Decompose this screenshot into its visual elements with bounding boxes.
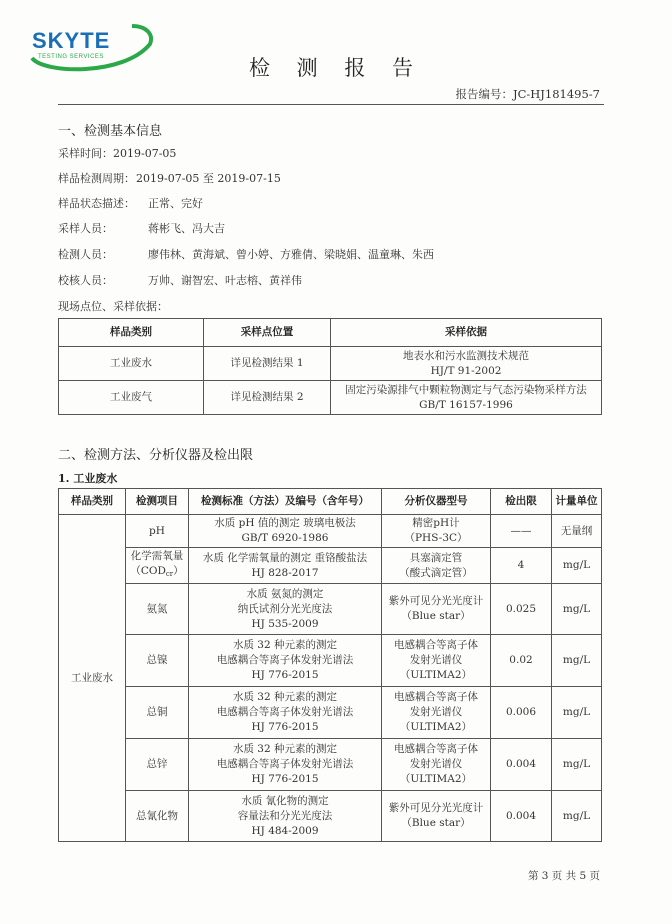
th-test-item: 检测项目: [126, 489, 189, 515]
test-item: 总锌: [126, 739, 189, 791]
cod-subscript: cr: [165, 570, 174, 578]
instrument-line: 发射光谱仪: [409, 654, 463, 666]
table-row: [59, 739, 602, 791]
table-row: [59, 381, 602, 415]
instrument-line: 紫外可见分光光度计: [388, 802, 484, 814]
sample-category-cell: 工业废水: [59, 515, 126, 842]
methods-table: [58, 488, 602, 842]
test-item-line: [128, 564, 186, 582]
standard-line: 水质 化学需氧量的测定 重铬酸盐法: [202, 551, 368, 564]
detection-limit: 0.006: [491, 687, 552, 739]
basis-line: GB/T 16157-1996: [419, 398, 513, 411]
section1-heading: 一、检测基本信息: [58, 124, 163, 139]
standard-cell: [189, 548, 382, 584]
standard-cell: [189, 739, 382, 791]
th-location: 采样点位置: [204, 319, 331, 347]
standard-line: 水质 氰化物的测定: [241, 794, 329, 807]
standard-cell: [189, 515, 382, 548]
standard-line: HJ 776-2015: [251, 669, 319, 681]
instrument-line: （ULTIMA2）: [399, 721, 473, 733]
instrument-line: （酸式滴定管）: [399, 566, 473, 579]
table-row: [59, 515, 602, 548]
methods-table-header: [59, 489, 602, 515]
th-unit: 计量单位: [552, 489, 602, 515]
cod-prefix: （COD: [130, 565, 166, 577]
instrument-cell: [382, 739, 491, 791]
standard-line: 容量法和分光光度法: [237, 809, 333, 822]
instrument-cell: [382, 635, 491, 687]
test-item: [126, 548, 189, 584]
standard-line: HJ 776-2015: [251, 773, 319, 785]
site-label: 现场点位、采样依据：: [58, 300, 168, 313]
samplers-value: 蒋彬飞、冯大吉: [148, 222, 225, 235]
testers-label: 检测人员：: [58, 248, 113, 261]
standard-line: GB/T 6920-1986: [241, 532, 329, 544]
test-item: 氨氮: [126, 584, 189, 635]
table-row: [59, 791, 602, 842]
section2-subheading: 1. 工业废水: [58, 472, 118, 485]
row-category: 工业废气: [59, 381, 204, 415]
basis-line: 地表水和污水监测技术规范: [403, 349, 529, 362]
standard-line: 电感耦合等离子体发射光谱法: [216, 654, 354, 666]
basis-line: 固定污染源排气中颗粒物测定与气态污染物采样方法: [345, 383, 587, 396]
instrument-line: 发射光谱仪: [409, 758, 463, 770]
testers-value: 廖伟林、黄海斌、曾小婷、方雅倩、梁晓娟、温童琳、朱西: [148, 248, 434, 261]
instrument-line: 发射光谱仪: [409, 706, 463, 718]
th-sample-category: 样品类别: [59, 489, 126, 515]
report-number: 报告编号：JC-HJ181495-7: [455, 87, 600, 101]
test-item: 总铜: [126, 687, 189, 739]
row-location: 详见检测结果 1: [204, 347, 331, 381]
row-category: 工业废水: [59, 347, 204, 381]
test-item: 总氰化物: [126, 791, 189, 842]
cod-suffix: ）: [173, 565, 184, 577]
standard-line: 纳氏试剂分光光度法: [237, 602, 333, 615]
unit: mg/L: [552, 584, 602, 635]
instrument-line: 电感耦合等离子体: [394, 639, 478, 651]
checkers-label: 校核人员：: [58, 274, 113, 287]
instrument-line: （ULTIMA2）: [399, 773, 473, 785]
samplers-label: 采样人员：: [58, 222, 113, 235]
detection-limit: ——: [491, 515, 552, 548]
test-period-value: 2019-07-05 至 2019-07-15: [136, 172, 281, 185]
standard-cell: [189, 687, 382, 739]
standard-line: HJ 776-2015: [251, 721, 319, 733]
instrument-line: （PHS-3C）: [404, 532, 468, 544]
report-title: 检 测 报 告: [248, 56, 424, 80]
detection-limit: 0.025: [491, 584, 552, 635]
th-standard: 检测标准（方法）及编号（含年号）: [189, 489, 382, 515]
unit: mg/L: [552, 687, 602, 739]
section2-heading: 二、检测方法、分析仪器及检出限: [58, 448, 254, 463]
detection-limit: 0.004: [491, 791, 552, 842]
row-basis: [331, 381, 602, 415]
state-value: 正常、完好: [148, 197, 203, 210]
table-row: [59, 584, 602, 635]
table-row: [59, 347, 602, 381]
instrument-line: 精密pH计: [412, 517, 460, 529]
instrument-line: 电感耦合等离子体: [394, 743, 478, 755]
unit: mg/L: [552, 635, 602, 687]
instrument-cell: [382, 584, 491, 635]
standard-line: 电感耦合等离子体发射光谱法: [216, 758, 354, 770]
standard-cell: [189, 584, 382, 635]
detection-limit: 0.004: [491, 739, 552, 791]
standard-cell: [189, 635, 382, 687]
th-instrument: 分析仪器型号: [382, 489, 491, 515]
sampling-time: 采样时间：2019-07-05: [58, 147, 177, 160]
unit: 无量纲: [552, 515, 602, 548]
instrument-line: （Blue star）: [401, 610, 471, 622]
detection-limit: 0.02: [491, 635, 552, 687]
unit: mg/L: [552, 791, 602, 842]
instrument-line: 紫外可见分光光度计: [388, 595, 484, 607]
table-row: [59, 548, 602, 584]
standard-line: 水质 氨氮的测定: [246, 587, 324, 600]
standard-cell: [189, 791, 382, 842]
standard-line: HJ 535-2009: [251, 617, 319, 630]
instrument-line: 具塞滴定管: [409, 551, 463, 564]
sampling-table: [58, 318, 602, 415]
standard-line: 水质 32 种元素的测定: [232, 691, 338, 703]
standard-line: 水质 32 种元素的测定: [232, 743, 338, 755]
instrument-cell: [382, 548, 491, 584]
test-item: 总镍: [126, 635, 189, 687]
table-row: [59, 687, 602, 739]
page-footer: 第 3 页 共 5 页: [527, 870, 600, 882]
test-item: pH: [126, 515, 189, 548]
unit: mg/L: [552, 739, 602, 791]
test-item-line: 化学需氧量: [130, 550, 184, 562]
row-basis: [331, 347, 602, 381]
table-row: [59, 635, 602, 687]
state-label: 样品状态描述：: [58, 197, 135, 210]
row-location: 详见检测结果 2: [204, 381, 331, 415]
svg-text:TESTING SERVICES: TESTING SERVICES: [38, 54, 104, 60]
standard-line: 电感耦合等离子体发射光谱法: [216, 706, 354, 718]
th-detection-limit: 检出限: [491, 489, 552, 515]
instrument-line: （Blue star）: [401, 817, 471, 829]
standard-line: 水质 pH 值的测定 玻璃电极法: [214, 517, 356, 529]
svg-text:SKYTE: SKYTE: [32, 28, 111, 53]
instrument-cell: [382, 791, 491, 842]
th-basis: 采样依据: [331, 319, 602, 347]
instrument-cell: [382, 687, 491, 739]
sampling-table-header: [59, 319, 602, 347]
standard-line: 水质 32 种元素的测定: [232, 639, 338, 651]
instrument-cell: [382, 515, 491, 548]
th-category: 样品类别: [59, 319, 204, 347]
standard-line: HJ 828-2017: [251, 566, 319, 579]
instrument-line: （ULTIMA2）: [399, 669, 473, 681]
test-period-label: 样品检测周期：: [58, 172, 135, 185]
basis-line: HJ/T 91-2002: [430, 364, 502, 377]
unit: mg/L: [552, 548, 602, 584]
detection-limit: 4: [491, 548, 552, 584]
checkers-value: 万帅、谢智宏、叶志榕、黄祥伟: [148, 274, 302, 287]
standard-line: HJ 484-2009: [251, 824, 319, 837]
instrument-line: 电感耦合等离子体: [394, 691, 478, 703]
header-divider: [58, 104, 604, 105]
